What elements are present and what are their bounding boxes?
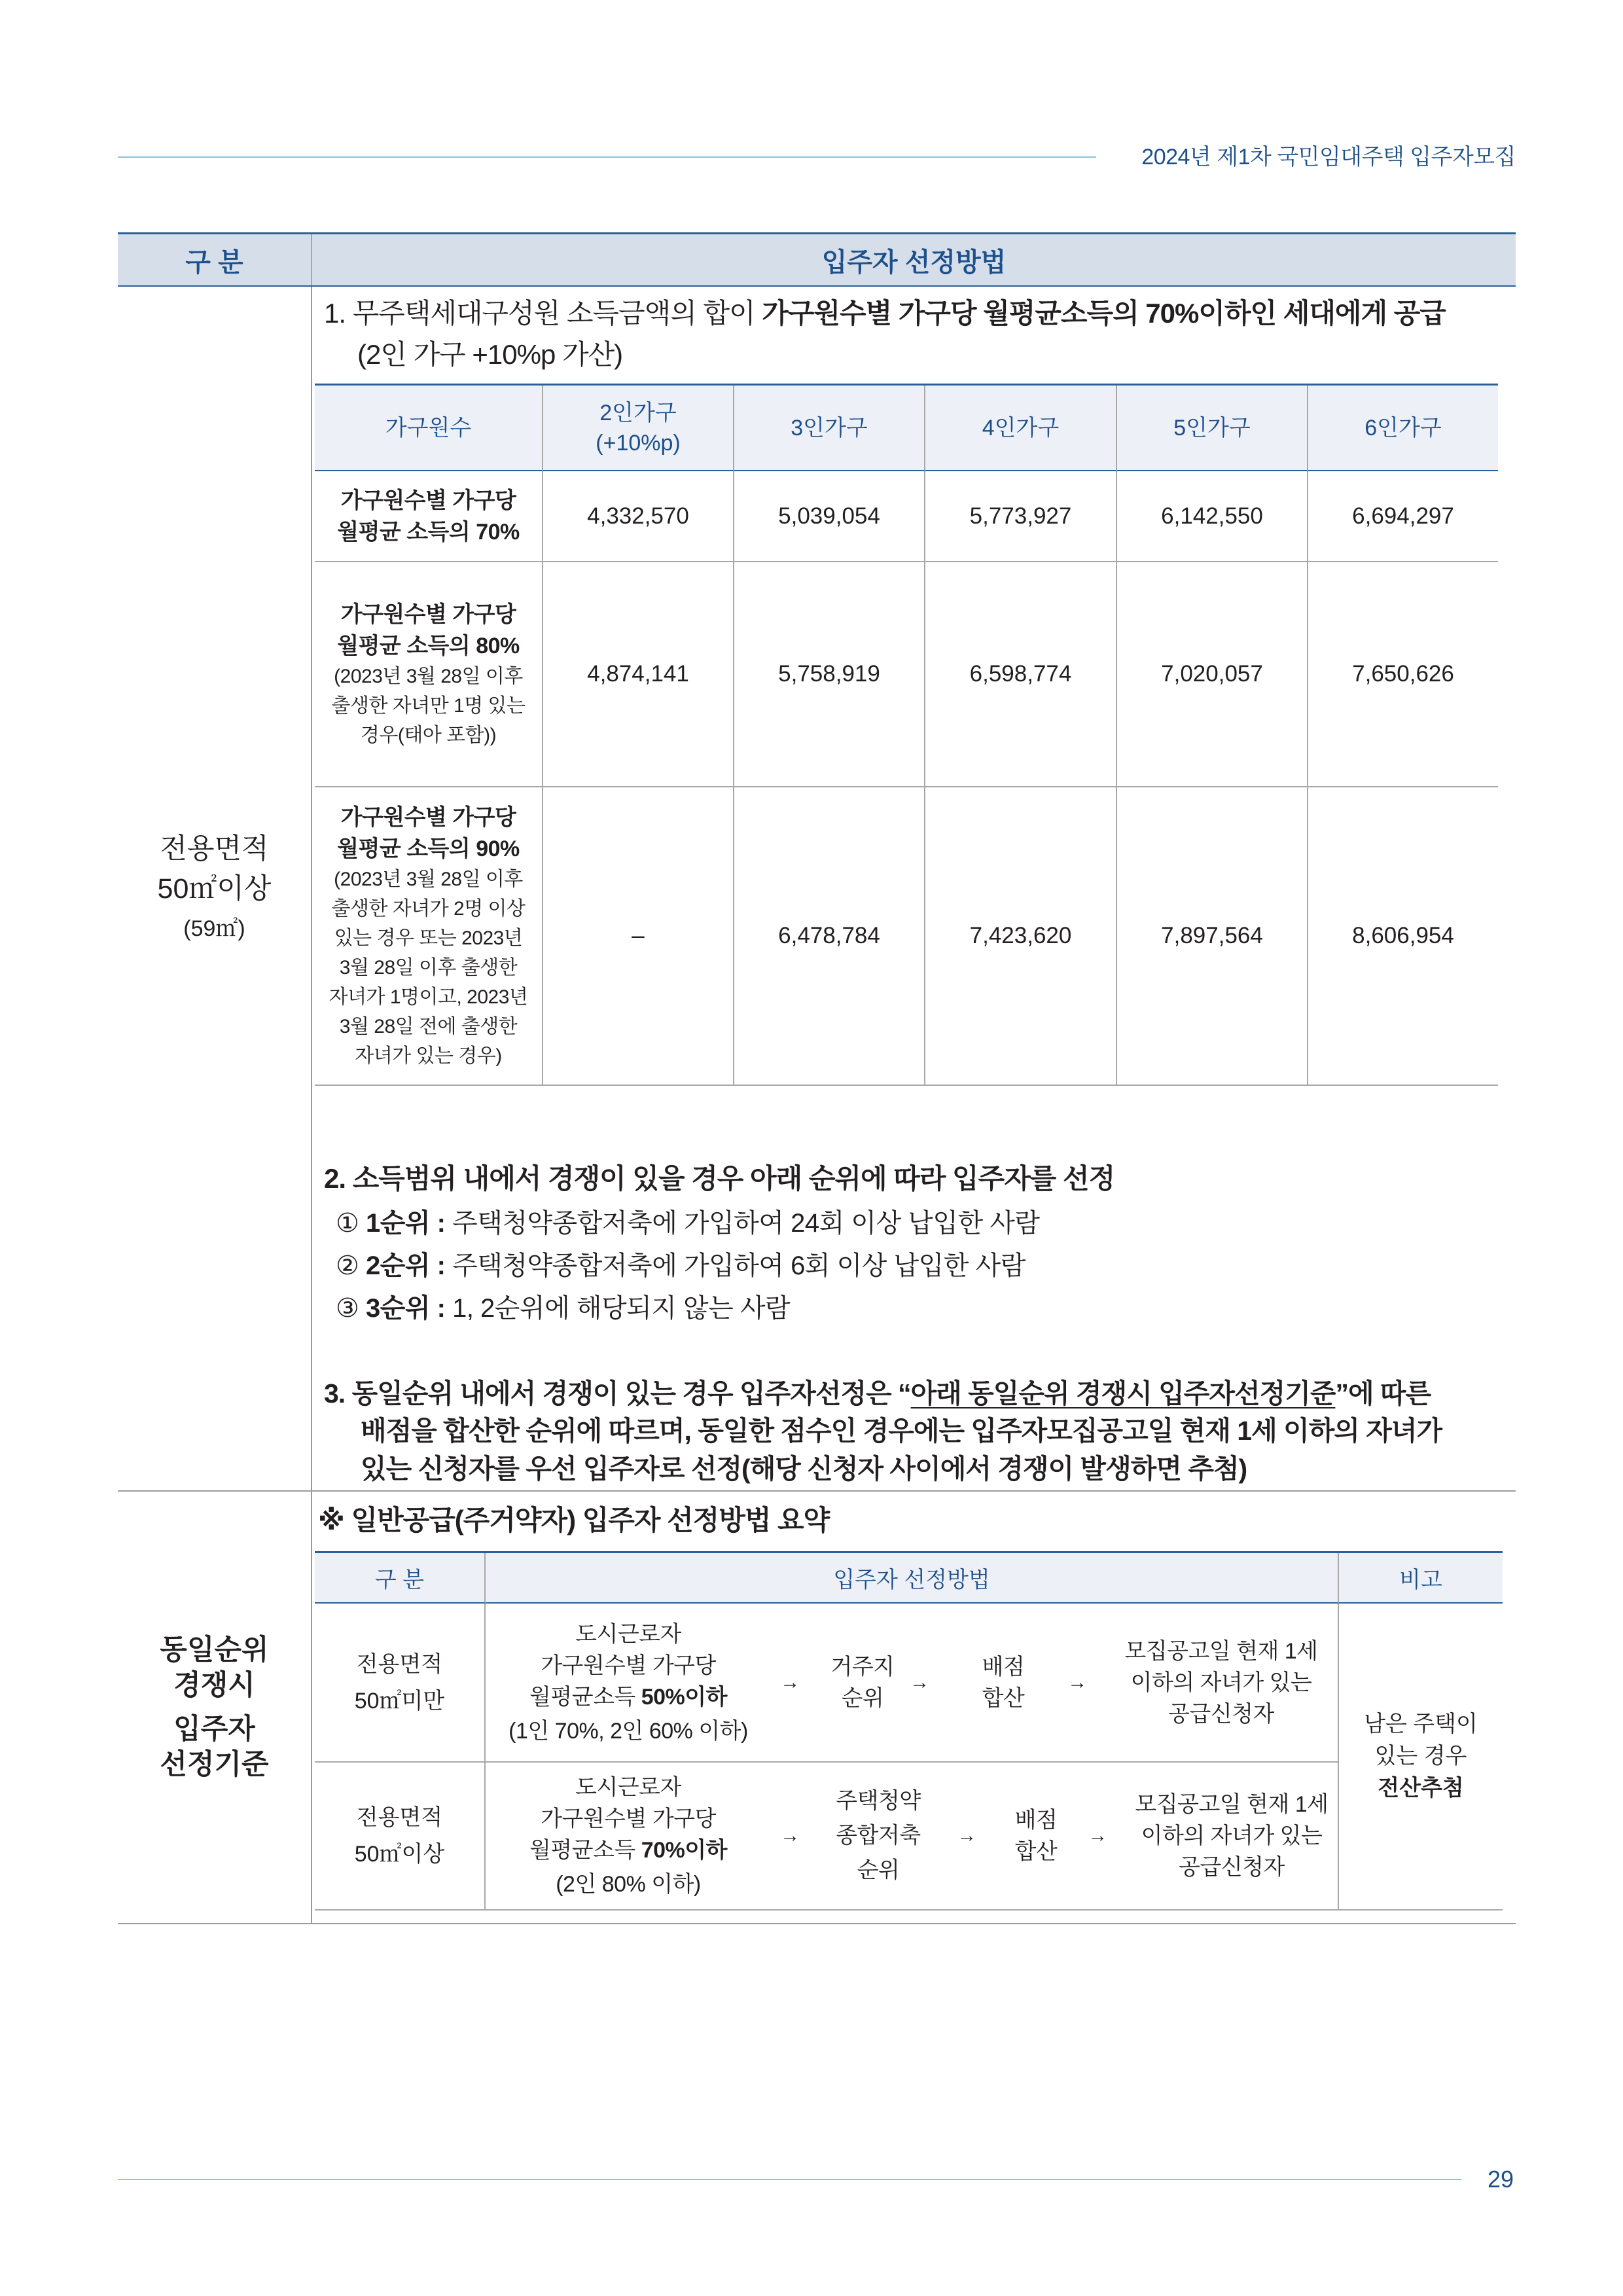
income-note: (2인 80% 이하): [556, 1872, 701, 1897]
table-cell: 7,423,620: [925, 787, 1117, 1086]
table-cell: 5,773,927: [925, 471, 1117, 562]
criterion-1-text: [324, 298, 1446, 329]
arrow-right-icon: →: [1088, 1825, 1107, 1846]
income-threshold-line: [529, 1681, 727, 1713]
row-note-line: (2023년 3월 28일 이후: [334, 868, 523, 890]
arrow-right-icon: →: [780, 1825, 800, 1846]
step-line: 이하의 자녀가 있는: [1141, 1823, 1323, 1848]
step-line: 순위: [857, 1857, 900, 1883]
step-line: 순위: [841, 1685, 884, 1711]
income-line: 가구원수별 가구당: [541, 1653, 716, 1678]
step-line: 합산: [1014, 1839, 1058, 1864]
category-label-line: (59㎡): [183, 916, 245, 941]
rank-number: ①: [336, 1209, 359, 1238]
rank-description: 1, 2순위에 해당되지 않는 사람: [452, 1294, 791, 1323]
criterion-1-note: (2인 가구 +10%p 가산): [357, 339, 623, 370]
income-note: (1인 70%, 2인 60% 이하): [508, 1718, 748, 1744]
arrow-right-icon: →: [957, 1825, 976, 1846]
category-label-line: 50㎡이상: [157, 873, 272, 905]
income-threshold: 70%이하: [641, 1838, 727, 1863]
summary-category-cell: [315, 1763, 486, 1909]
row-label-line: 월평균 소득의 70%: [337, 519, 520, 545]
table-cell: 6,478,784: [734, 787, 925, 1086]
column-header-line: 2인가구: [599, 400, 677, 425]
column-header-line: (+10%p): [596, 430, 681, 456]
row-label-line: 가구원수별 가구당: [340, 488, 516, 513]
income-prefix: 월평균소득: [529, 1838, 641, 1863]
row-note-line: (2023년 3월 28일 이후: [334, 665, 523, 687]
rank-label: 3순위 :: [365, 1294, 446, 1323]
summary-category-header: 구 분: [315, 1553, 486, 1604]
arrow-right-icon: →: [910, 1671, 929, 1693]
criterion-3-text: 3. 동일순위 내에서 경쟁이 있는 경우 입주자선정은 “: [324, 1378, 911, 1408]
category-label-tie-break: [118, 1492, 311, 1923]
main-table-header: [118, 232, 1516, 287]
column-header-3-person: 3인가구: [734, 386, 925, 471]
income-threshold-line: [529, 1835, 727, 1866]
row-note-line: 있는 경우 또는 2023년: [334, 927, 523, 949]
criterion-1-prefix: 1. 무주택세대구성원 소득금액의 합이: [324, 298, 762, 329]
table-cell: 5,039,054: [734, 471, 925, 562]
step-line: 배점: [982, 1654, 1025, 1679]
category-column-header: 구 분: [118, 234, 312, 285]
criterion-2-title: 2. 소득범위 내에서 경쟁이 있을 경우 아래 순위에 따라 입주자를 선정: [324, 1163, 1115, 1194]
step-infant-priority: [1135, 1789, 1328, 1883]
rank-3-line: [336, 1293, 790, 1323]
summary-remarks-cell: [1339, 1604, 1503, 1909]
row-note-line: 자녀가 있는 경우): [355, 1045, 502, 1067]
table-cell: 6,142,550: [1117, 471, 1308, 562]
category-line: 50㎡미만: [354, 1688, 445, 1713]
criterion-3-line-3: 있는 신청자를 우선 입주자로 선정(해당 신청자 사이에서 경쟁이 발생하면 추첨): [361, 1454, 1247, 1484]
rank-label: 2순위 :: [365, 1251, 446, 1280]
category-line: 전용면적: [356, 1651, 443, 1677]
table-cell: 7,897,564: [1117, 787, 1308, 1086]
step-line: 모집공고일 현재 1세: [1124, 1638, 1318, 1664]
rank-description: 주택청약종합저축에 가입하여 6회 이상 납입한 사람: [452, 1251, 1026, 1280]
income-prefix: 월평균소득: [529, 1684, 641, 1710]
step-score-sum: [1015, 1804, 1058, 1867]
table-cell: 8,606,954: [1308, 787, 1498, 1086]
row-note-line: 출생한 자녀가 2명 이상: [331, 897, 526, 920]
income-line: 도시근로자: [575, 1621, 681, 1647]
rank-number: ③: [336, 1294, 359, 1323]
selection-summary-table: [315, 1551, 1503, 1910]
footer-rule: [118, 2179, 1461, 2180]
method-column-header: 입주자 선정방법: [821, 247, 1007, 277]
income-threshold: 50%이하: [641, 1684, 727, 1710]
table-cell: 7,650,626: [1308, 562, 1498, 787]
criterion-3-text: ”에 따른: [1335, 1378, 1431, 1408]
section-divider: [118, 1490, 1516, 1492]
arrow-right-icon: →: [780, 1671, 800, 1693]
row-label-line: 가구원수별 가구당: [340, 804, 516, 830]
household-size-header: 가구원수: [315, 386, 543, 471]
remarks-emphasis: 전산추첨: [1378, 1776, 1464, 1801]
income-criterion-block: [529, 1772, 727, 1900]
step-savings-rank: [836, 1784, 920, 1888]
category-label-line: 동일순위: [160, 1634, 269, 1666]
table-bottom-rule: [118, 1923, 1516, 1924]
category-label-line: 입주자: [173, 1713, 255, 1745]
category-label-line: 전용면적: [160, 833, 269, 865]
row-label-line: 가구원수별 가구당: [340, 601, 516, 627]
step-line: 공급신청자: [1179, 1855, 1285, 1880]
criterion-1-emphasis: 가구원수별 가구당 월평균소득의 70%이하인 세대에게 공급: [762, 298, 1446, 329]
summary-remarks-header: 비고: [1339, 1553, 1503, 1604]
table-cell: 4,332,570: [543, 471, 734, 562]
rank-number: ②: [336, 1251, 359, 1280]
step-line: 거주지: [830, 1654, 895, 1679]
income-line: 가구원수별 가구당: [541, 1806, 716, 1831]
step-line: 이하의 자녀가 있는: [1130, 1670, 1312, 1695]
category-line: 50㎡이상: [354, 1842, 445, 1867]
category-label-line: 선정기준: [160, 1749, 269, 1780]
remarks-line: 남은 주택이: [1364, 1712, 1478, 1736]
table-cell: 6,694,297: [1308, 471, 1498, 562]
category-label-50-plus: [118, 288, 311, 1490]
column-divider: [311, 287, 312, 1924]
table-row-label: [315, 471, 543, 562]
step-line: 합산: [982, 1685, 1025, 1711]
column-header-4-person: 4인가구: [925, 386, 1117, 471]
income-criterion-block: [508, 1619, 748, 1747]
income-threshold-table: [315, 384, 1498, 1086]
step-score-sum: [982, 1651, 1025, 1714]
criterion-3-line-2: 배점을 합산한 순위에 따르며, 동일한 점수인 경우에는 입주자모집공고일 현재 1세 이하의 자녀가: [361, 1416, 1442, 1446]
criterion-3-underlined-reference: 아래 동일순위 경쟁시 입주자선정기준: [910, 1378, 1336, 1408]
document-title: 2024년 제1차 국민임대주택 입주자모집: [1141, 145, 1516, 170]
summary-method-cell: [486, 1604, 1339, 1763]
summary-method-header: 입주자 선정방법: [486, 1553, 1339, 1604]
rank-description: 주택청약종합저축에 가입하여 24회 이상 납입한 사람: [452, 1209, 1040, 1238]
income-line: 도시근로자: [575, 1775, 681, 1800]
arrow-right-icon: →: [1067, 1671, 1087, 1693]
row-note-line: 자녀가 1명이고, 2023년: [329, 986, 528, 1008]
step-line: 공급신청자: [1168, 1701, 1274, 1727]
rank-label: 1순위 :: [365, 1209, 446, 1238]
column-header-6-person: 6인가구: [1308, 386, 1498, 471]
row-label-line: 월평균 소득의 80%: [337, 633, 520, 658]
column-header-2-person: [543, 386, 734, 471]
table-cell: 6,598,774: [925, 562, 1117, 787]
table-cell: –: [543, 787, 734, 1086]
page-number: 29: [1487, 2166, 1514, 2193]
step-line: 모집공고일 현재 1세: [1135, 1792, 1329, 1817]
table-row-label: [315, 562, 543, 787]
criterion-3-line-1: [324, 1378, 1431, 1408]
row-note-line: 경우(태아 포함)): [360, 724, 497, 746]
table-cell: 5,758,919: [734, 562, 925, 787]
step-line: 주택청약: [836, 1788, 921, 1814]
summary-method-cell: [486, 1763, 1339, 1909]
row-note-line: 출생한 자녀만 1명 있는: [331, 694, 526, 717]
table-cell: 7,020,057: [1117, 562, 1308, 787]
remarks-line: 있는 경우: [1374, 1744, 1467, 1768]
row-label-line: 월평균 소득의 90%: [337, 836, 520, 861]
table-cell: 4,874,141: [543, 562, 734, 787]
step-line: 종합저축: [836, 1823, 921, 1848]
row-note-line: 3월 28일 전에 출생한: [339, 1015, 518, 1037]
step-infant-priority: [1124, 1636, 1317, 1730]
category-line: 전용면적: [356, 1805, 443, 1830]
rank-2-line: [336, 1251, 1026, 1281]
row-note-line: 3월 28일 이후 출생한: [339, 956, 518, 978]
step-line: 배점: [1014, 1808, 1058, 1833]
summary-category-cell: [315, 1604, 486, 1763]
rank-1-line: [336, 1208, 1040, 1238]
step-residence-rank: [830, 1651, 894, 1714]
column-header-5-person: 5인가구: [1117, 386, 1308, 471]
category-label-line: 경쟁시: [173, 1670, 255, 1701]
summary-title: ※ 일반공급(주거약자) 입주자 선정방법 요약: [318, 1505, 830, 1535]
header-rule: [118, 156, 1096, 158]
table-row-label: [315, 787, 543, 1086]
